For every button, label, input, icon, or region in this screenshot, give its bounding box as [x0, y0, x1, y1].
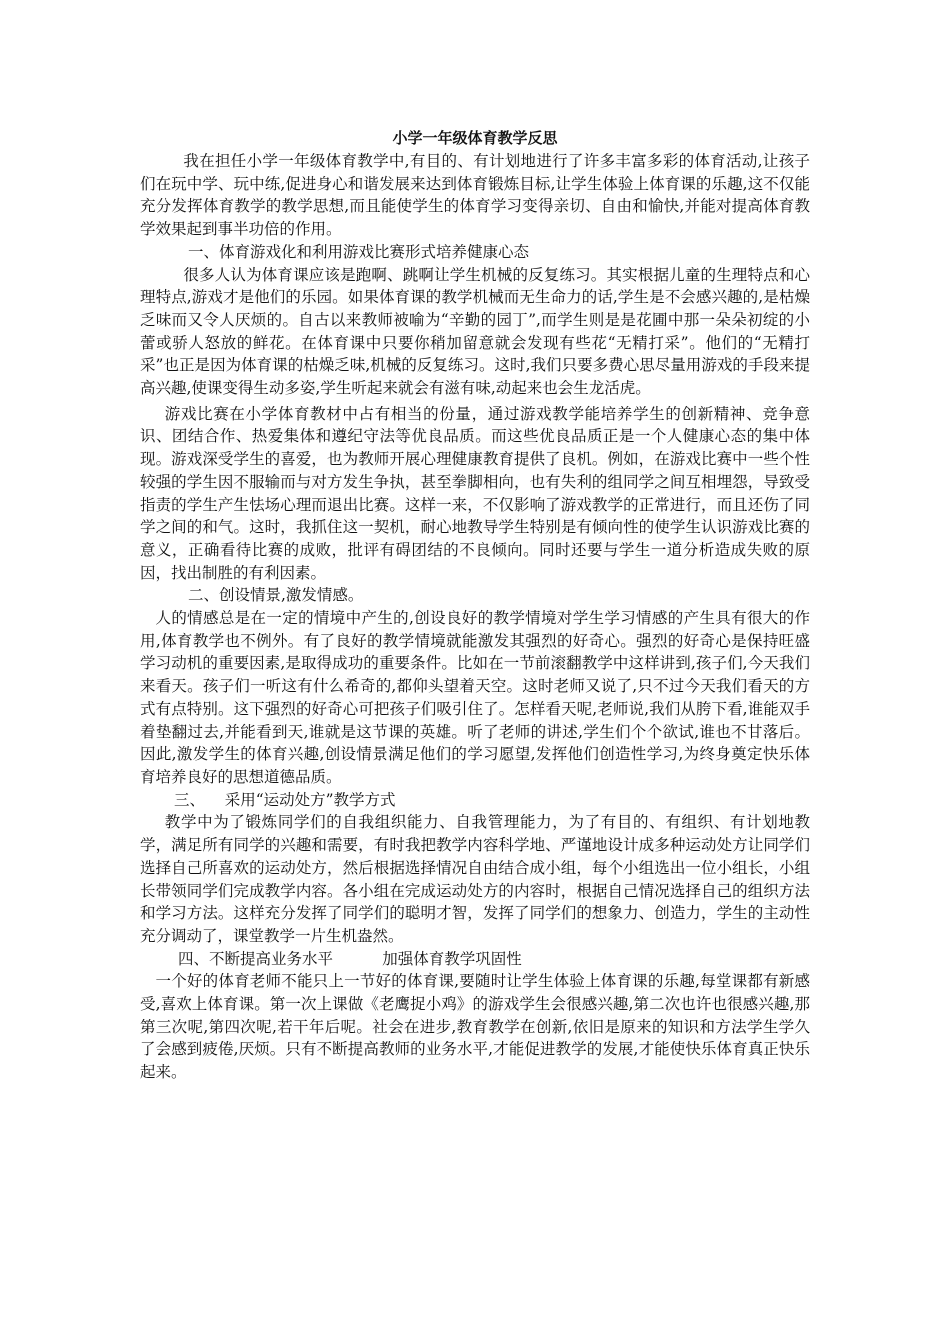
section-3-heading: 三、 采用“运动处方”教学方式 — [174, 790, 396, 809]
section-4-paragraph-1: 一个好的体育老师不能只上一节好的体育课,要随时让学生体验上体育课的乐趣,每堂课都有新感受,喜欢上体育课。第一次上课做《老鹰捉小鸡》的游戏学生会很感兴趣,第二次也许也很感兴趣,那第三次呢,第四次呢,若干年后呢。社会在进步,教育教学在创新,依旧是原来的知识和方法学生学久了会感到疲倦,厌烦。只有不断提高教师的业务水平,才能促进教学的发展,才能使快乐体育真正快乐起来。 — [140, 972, 810, 1082]
section-2-heading: 二、创设情景,激发情感。 — [188, 586, 364, 605]
document-body — [140, 150, 810, 1084]
section-4-heading: 四、不断提高业务水平 加强体育教学巩固性 — [178, 949, 522, 968]
section-1-heading: 一、体育游戏化和利用游戏比赛形式培养健康心态 — [188, 242, 530, 261]
section-1-paragraph-1: 很多人认为体育课应该是跑啊、跳啊让学生机械的反复练习。其实根据儿童的生理特点和心理特点,游戏才是他们的乐园。如果体育课的教学机械而无生命力的话,学生是不会感兴趣的,是枯燥乏味而又令人厌烦的。自古以来教师被喻为“辛勤的园丁”,而学生则是是花圃中那一朵朵初绽的小蕾或骄人怒放的鲜花。在体育课中只要你稍加留意就会发现有些花“无精打采”。他们的“无精打采”也正是因为体育课的枯燥乏味,机械的反复练习。这时,我们只要多费心思尽量用游戏的手段来提高兴趣,使课变得生动多姿,学生听起来就会有滋有味,动起来也会生龙活虎。 — [140, 265, 810, 398]
document-title: 小学一年级体育教学反思 — [392, 129, 558, 147]
section-2-paragraph-1: 人的情感总是在一定的情境中产生的,创设良好的教学情境对学生学习情感的产生具有很大的作用,体育教学也不例外。有了良好的教学情境就能激发其强烈的好奇心。强烈的好奇心是保持旺盛学习动机的重要因素,是取得成功的重要条件。比如在一节前滚翻教学中这样讲到,孩子们,今天我们来看天。孩子们一听这有什么希奇的,都仰头望着天空。这时老师又说了,只不过今天我们看天的方式有点特别。这下强烈的好奇心可把孩子们吸引住了。怎样看天呢,老师说,我们从胯下看,谁能双手着垫翻过去,并能看到天,谁就是这节课的英雄。听了老师的讲述,学生们个个欲试,谁也不甘落后。因此,激发学生的体育兴趣,创设情景满足他们的学习愿望,发挥他们创造性学习,为终身奠定快乐体育培养良好的思想道德品质。 — [140, 609, 810, 786]
intro-paragraph: 我在担任小学一年级体育教学中,有目的、有计划地进行了许多丰富多彩的体育活动,让孩子们在玩中学、玩中练,促进身心和谐发展来达到体育锻炼目标,让学生体验上体育课的乐趣,这不仅能充分发挥体育教学的教学思想,而且能使学生的体育学习变得亲切、自由和愉快,并能对提高体育教学效果起到事半功倍的作用。 — [140, 152, 810, 239]
section-3-paragraph-1: 教学中为了锻炼同学们的自我组织能力、自我管理能力，为了有目的、有组织、有计划地教学，满足所有同学的兴趣和需要，有时我把教学内容科学地、严谨地设计成多种运动处方让同学们选择自己所喜欢的运动处方，然后根据选择情况自由结合成小组，每个小组选出一位小组长，小组长带领同学们完成教学内容。各小组在完成运动处方的内容时，根据自己情况选择自己的组织方法和学习方法。这样充分发挥了同学们的聪明才智，发挥了同学们的想象力、创造力，学生的主动性充分调动了，课堂教学一片生机盎然。 — [140, 813, 810, 945]
section-1-paragraph-2: 游戏比赛在小学体育教材中占有相当的份量，通过游戏教学能培养学生的创新精神、竞争意识、团结合作、热爱集体和遵纪守法等优良品质。而这些优良品质正是一个人健康心态的集中体现。游戏深受学生的喜爱，也为教师开展心理健康教育提供了良机。例如，在游戏比赛中一些个性较强的学生因不服输而与对方发生争执，甚至拳脚相向，也有失利的组同学之间互相埋怨，导致受指责的学生产生怯场心理而退出比赛。这样一来，不仅影响了游戏教学的正常进行，而且还伤了同学之间的和气。这时，我抓住这一契机，耐心地教导学生特别是有倾向性的使学生认识游戏比赛的意义，正确看待比赛的成败，批评有碍团结的不良倾向。同时还要与学生一道分析造成失败的原因，找出制胜的有利因素。 — [140, 404, 810, 582]
